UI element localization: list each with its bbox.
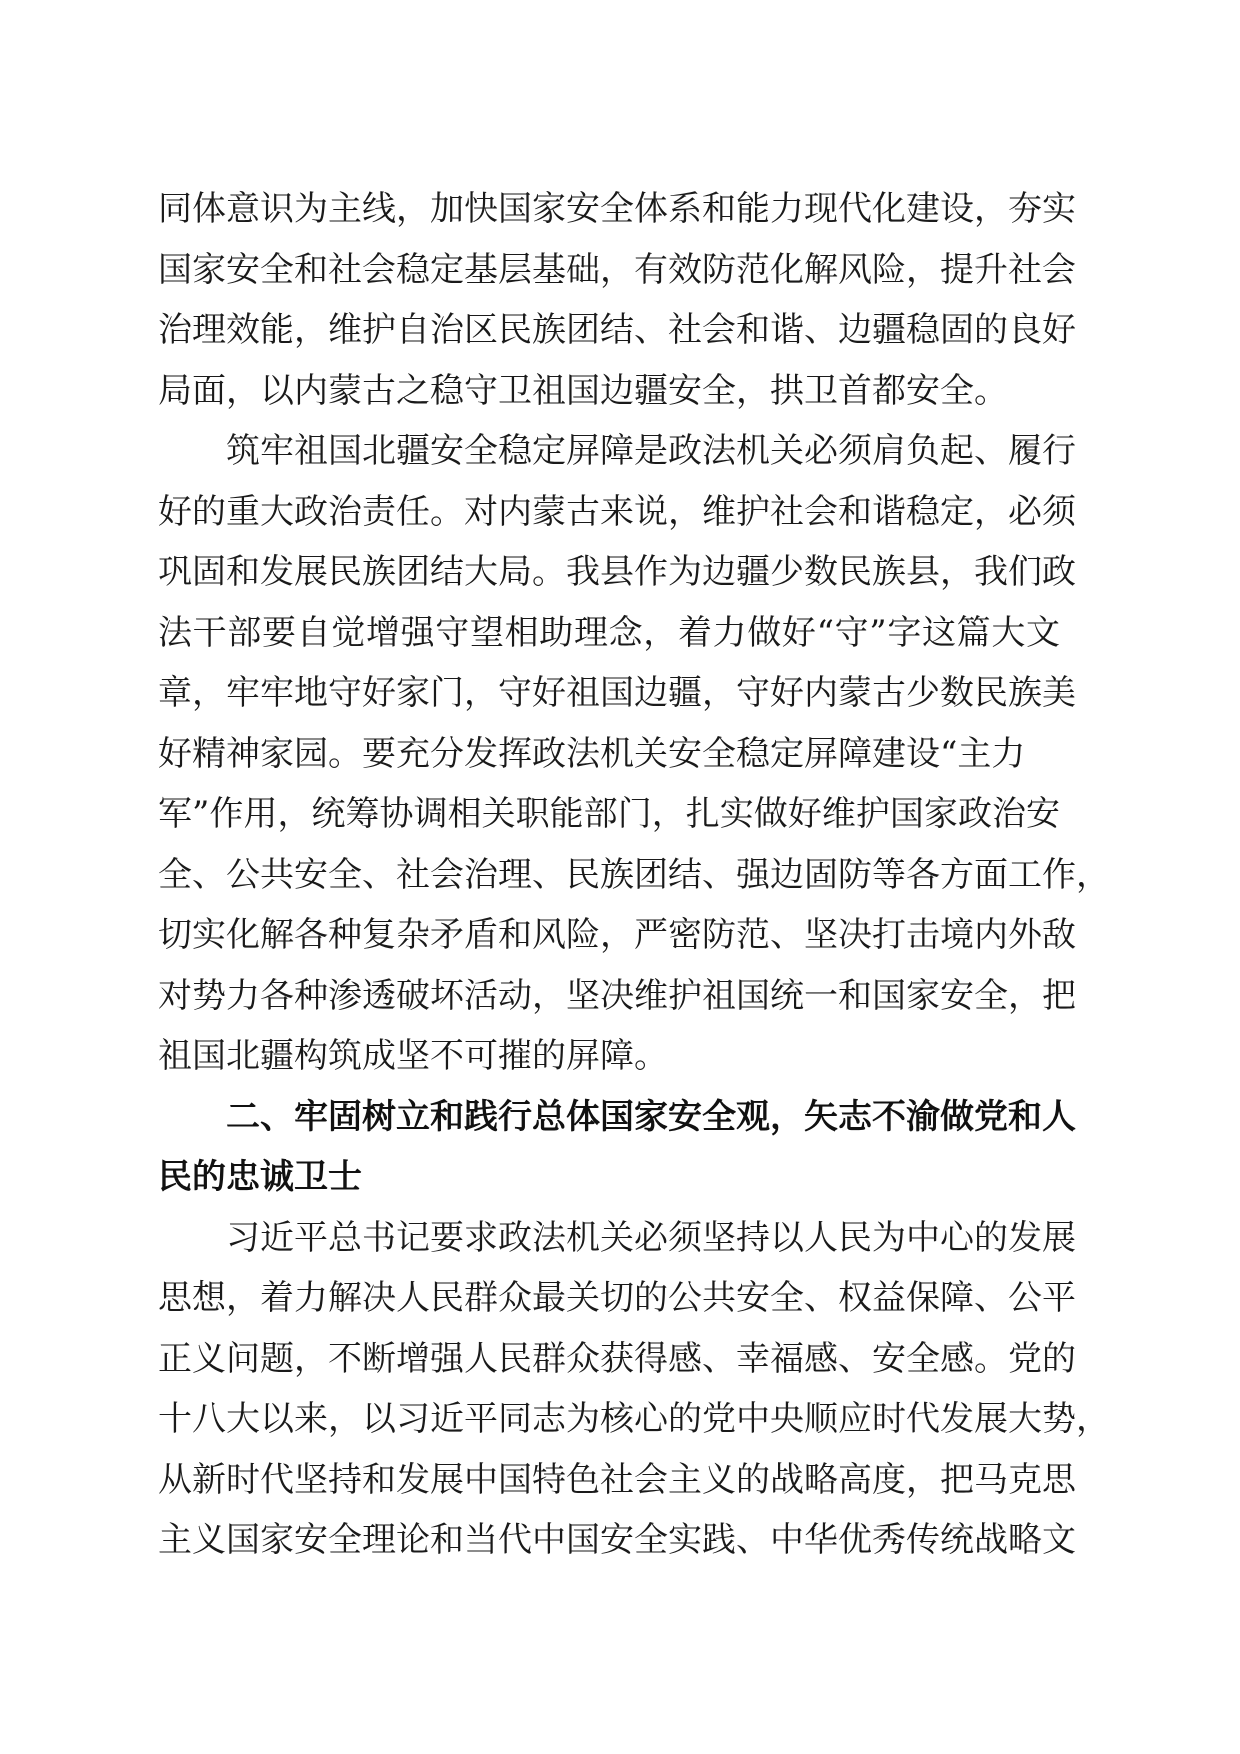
- text-line: 正义问题，不断增强人民群众获得感、幸福感、安全感。党的: [158, 1338, 1076, 1379]
- text-line: 好的重大政治责任。对内蒙古来说，维护社会和谐稳定，必须: [158, 491, 1076, 532]
- text-line: 主义国家安全理论和当代中国安全实践、中华优秀传统战略文: [158, 1520, 1076, 1560]
- text-line: 祖国北疆构筑成坚不可摧的屏障。: [158, 1036, 668, 1076]
- document-body: [158, 179, 1110, 1571]
- text-line: 习近平总书记要求政法机关必须坚持以人民为中心的发展: [226, 1217, 1076, 1258]
- paragraph-2: [158, 421, 1110, 1087]
- text-line: 局面，以内蒙古之稳守卫祖国边疆安全，拱卫首都安全。: [158, 370, 1008, 411]
- text-line: 法干部要自觉增强守望相助理念，着力做好“守”字这篇大文: [158, 612, 1060, 653]
- text-line: 对势力各种渗透破坏活动，坚决维护祖国统一和国家安全，把: [158, 975, 1076, 1016]
- text-line: 军”作用，统筹协调相关职能部门，扎实做好维护国家政治安: [158, 794, 1060, 834]
- text-line: 国家安全和社会稳定基层基础，有效防范化解风险，提升社会: [158, 249, 1076, 290]
- text-line: 全、公共安全、社会治理、民族团结、强边固防等各方面工作，: [158, 854, 1110, 895]
- heading-line: 二、牢固树立和践行总体国家安全观，矢志不渝做党和人: [226, 1096, 1076, 1137]
- text-line: 章，牢牢地守好家门，守好祖国边疆，守好内蒙古少数民族美: [158, 673, 1076, 713]
- text-line: 同体意识为主线，加快国家安全体系和能力现代化建设，夯实: [158, 189, 1076, 229]
- text-line: 十八大以来，以习近平同志为核心的党中央顺应时代发展大势，: [158, 1399, 1110, 1439]
- text-line: 巩固和发展民族团结大局。我县作为边疆少数民族县，我们政: [158, 552, 1076, 592]
- paragraph-3: [158, 1208, 1110, 1571]
- paragraph-1: [158, 179, 1076, 421]
- section-heading-2: [158, 1087, 1076, 1208]
- heading-line: 民的忠诚卫士: [158, 1157, 362, 1197]
- text-line: 思想，着力解决人民群众最关切的公共安全、权益保障、公平: [158, 1278, 1076, 1318]
- text-line: 切实化解各种复杂矛盾和风险，严密防范、坚决打击境内外敌: [158, 915, 1076, 955]
- text-line: 筑牢祖国北疆安全稳定屏障是政法机关必须肩负起、履行: [226, 431, 1076, 471]
- text-line: 好精神家园。要充分发挥政法机关安全稳定屏障建设“主力: [158, 733, 1026, 774]
- text-line: 治理效能，维护自治区民族团结、社会和谐、边疆稳固的良好: [158, 310, 1076, 350]
- text-line: 从新时代坚持和发展中国特色社会主义的战略高度，把马克思: [158, 1459, 1076, 1500]
